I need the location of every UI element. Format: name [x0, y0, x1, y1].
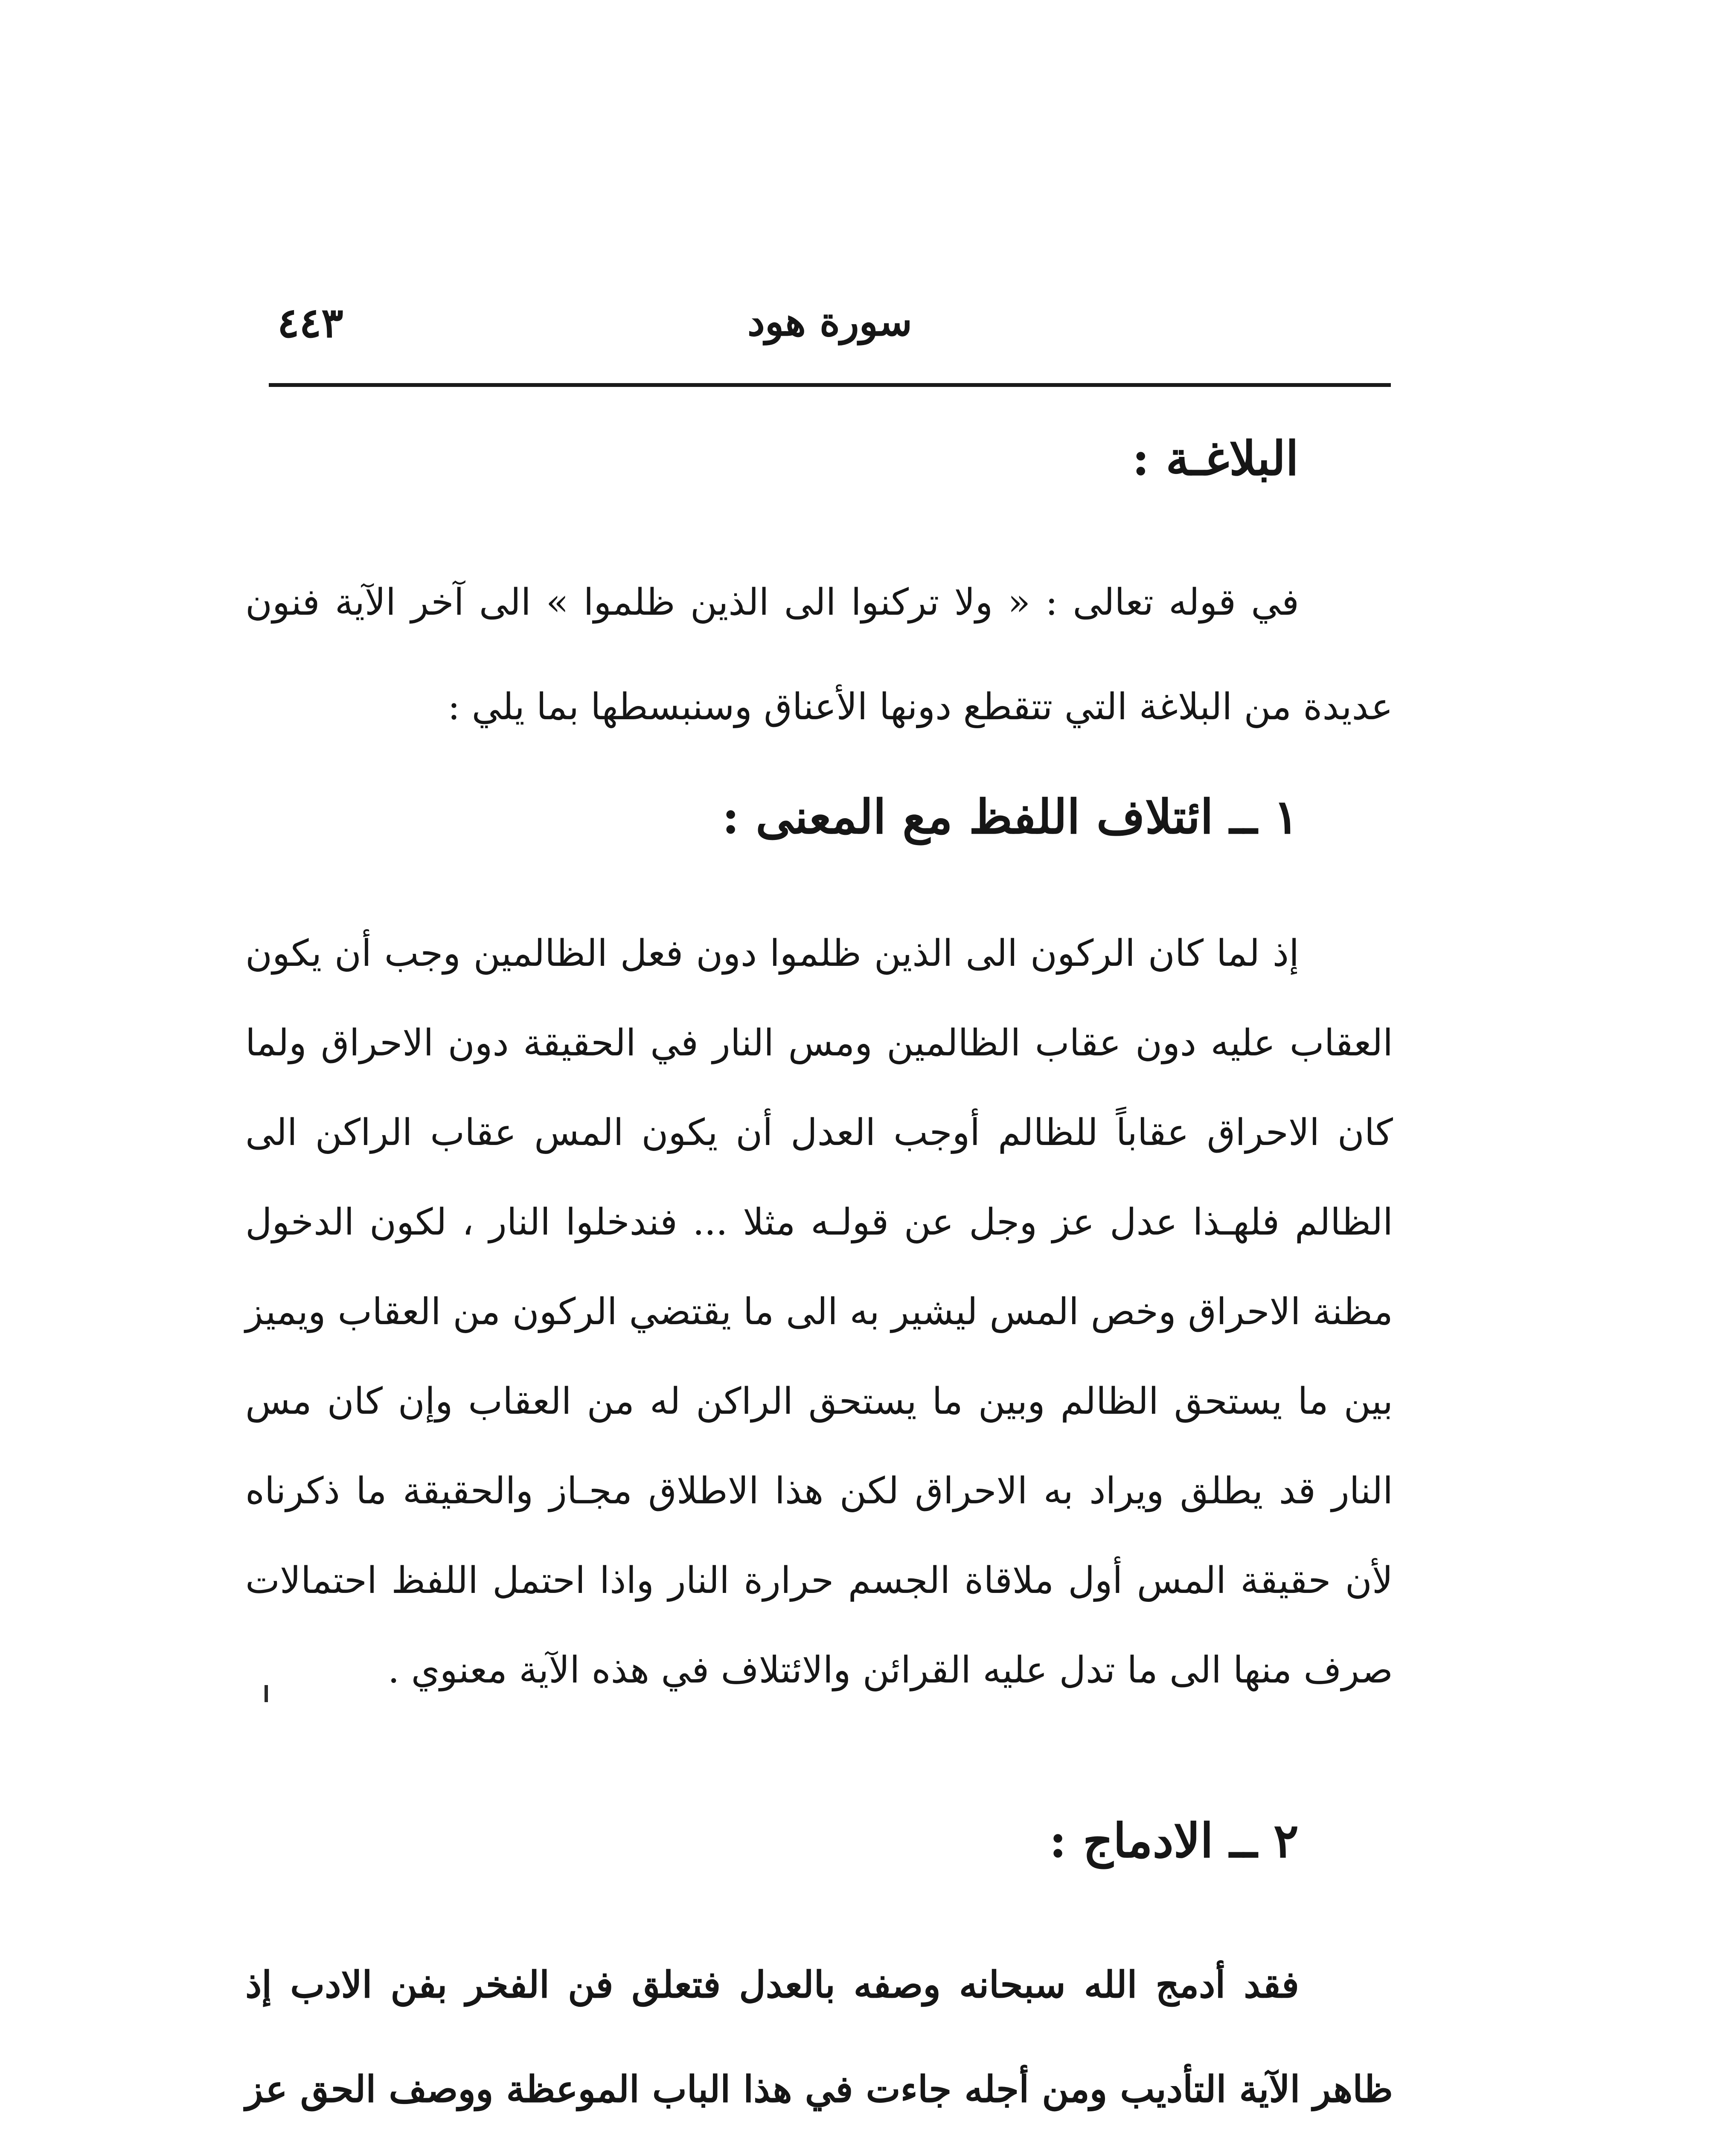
running-header	[269, 299, 1391, 363]
heading-section-2: ٢ ــ الادماج :	[1049, 1813, 1299, 1868]
surah-title: سورة هود	[747, 299, 913, 345]
paragraph-intro: في قوله تعالى : « ولا تركنوا الى الذين ظلموا » الى آخر الآية فنون عديدة من البلاغة التي تتقطع دونها الأعناق وسنبسطها بما يلي :	[245, 581, 1393, 728]
heading-section-1: ١ ــ ائتلاف اللفظ مع المعنى :	[722, 789, 1299, 844]
margin-mark	[265, 1685, 268, 1702]
paragraph-section-1: إذ لما كان الركون الى الذين ظلموا دون فعل الظالمين وجب أن يكون العقاب عليه دون عقاب الظالمين ومس النار في الحقيقة دون الاحراق ولما كان الاحراق عقاباً للظالم أوجب العدل أن يكون المس عقاب الراكن الى الظالم فلهـذا عدل عز وجل عن قولـه مثلا ... فندخلوا النار ، لكون الدخول مظنة الاحراق وخص المس ليشير به الى ما يقتضي الركون من العقاب ويميز بين ما يستحق الظالم وبين ما يستحق الراكن له من العقاب وإن كان مس النار قد يطلق ويراد به الاحراق لكن هذا الاطلاق مجـاز والحقيقة ما ذكرناه لأن حقيقة المس أول ملاقاة الجسم حرارة النار واذا احتمل اللفظ احتمالات صرف منها الى ما تدل عليه القرائن والائتلاف في هذه الآية معنوي .	[245, 932, 1393, 1691]
header-divider	[269, 383, 1391, 387]
page-number: ٤٤٣	[277, 299, 343, 347]
heading-balagha: البلاغـة :	[1132, 431, 1299, 486]
paragraph-section-2: فقد أدمج الله سبحانه وصفه بالعدل فتعلق فن الفخر بفن الادب إذ ظاهر الآية التأديب ومن أجله جاءت في هذا الباب الموعظة ووصف الحق عز	[245, 1963, 1393, 2111]
